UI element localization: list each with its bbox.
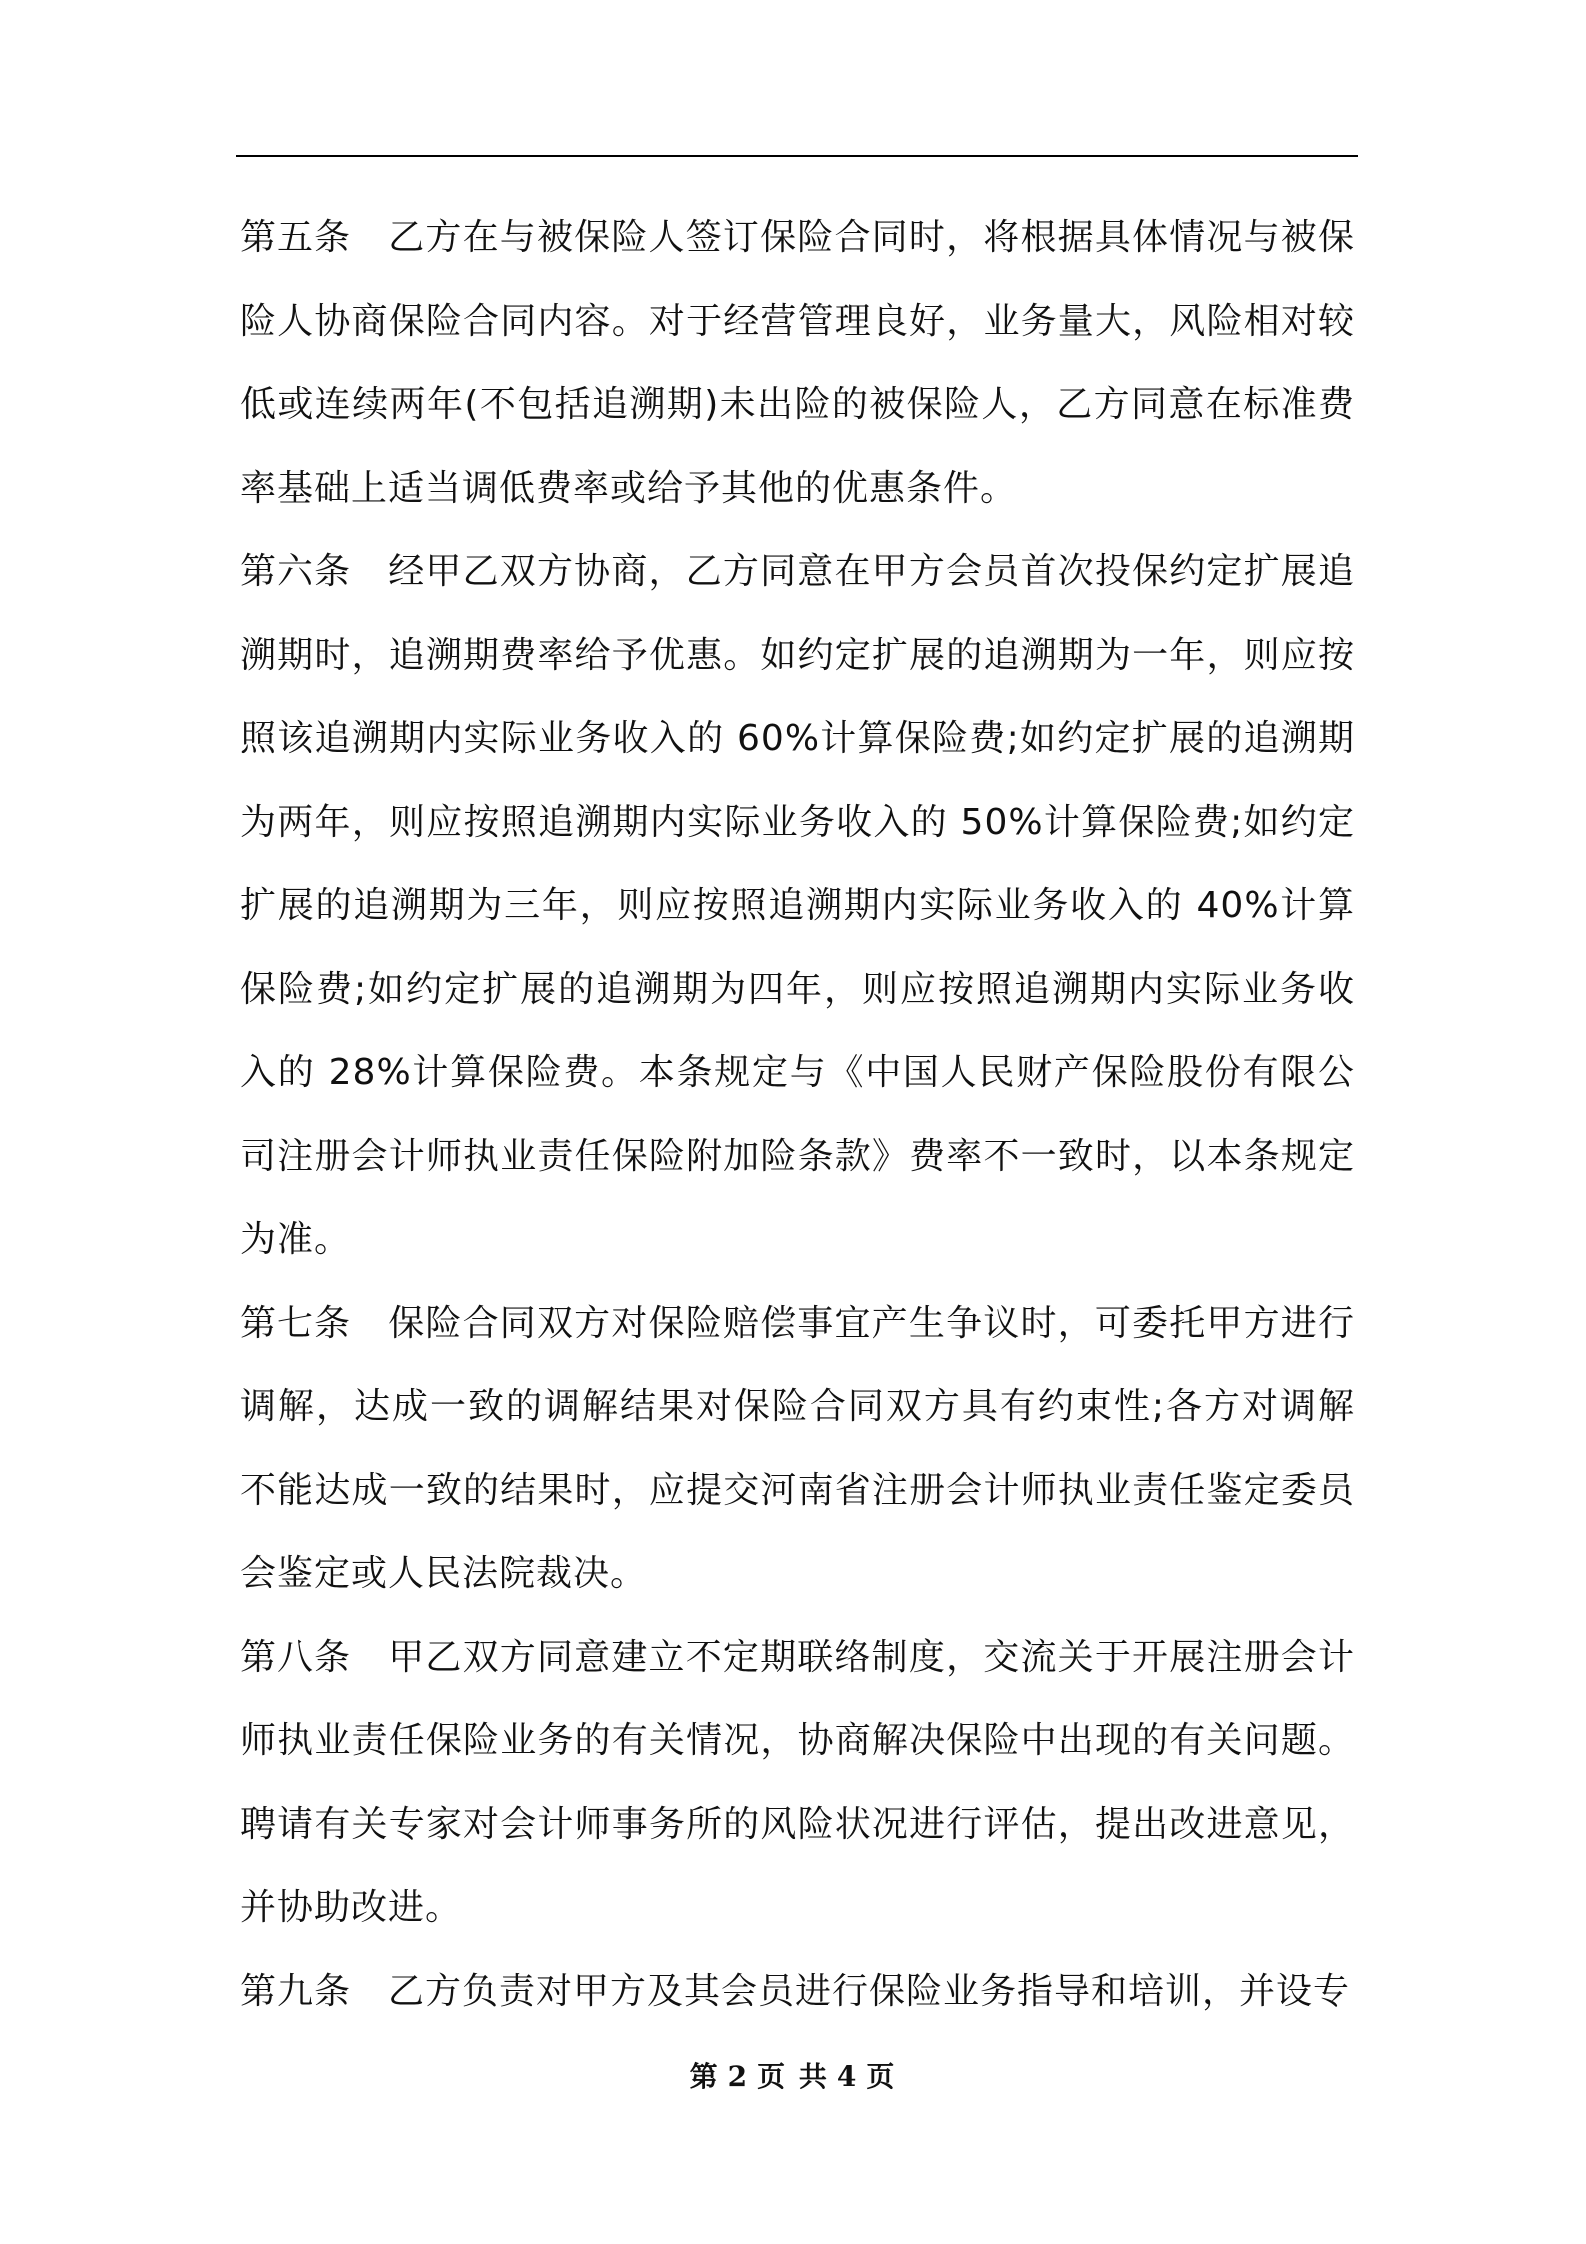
article-text: 乙方在与被保险人签订保险合同时，将根据具体情况与被保险人协商保险合同内容。对于经营管理良好，业务量大，风险相对较低或连续两年(不包括追溯期)未出险的被保险人，乙方同意在标准费率基础上适当调低费率或给予其他的优惠条件。 — [240, 217, 1355, 509]
article-text: 乙方负责对甲方及其会员进行保险业务指导和培训，并设专 — [388, 1970, 1351, 2012]
article-text: 保险合同双方对保险赔偿事宜产生争议时，可委托甲方进行调解，达成一致的调解结果对保险合同双方具有约束性;各方对调解不能达成一致的结果时，应提交河南省注册会计师执业责任鉴定委员会鉴定或人民法院裁决。 — [240, 1302, 1355, 1594]
article-label: 第八条 — [240, 1636, 352, 1678]
document-body — [240, 196, 1355, 2033]
article-5 — [240, 196, 1355, 530]
article-text: 经甲乙双方协商，乙方同意在甲方会员首次投保约定扩展追溯期时，追溯期费率给予优惠。如约定扩展的追溯期为一年，则应按照该追溯期内实际业务收入的 60%计算保险费;如约定扩展的追溯期为两年，则应按照追溯期内实际业务收入的 50%计算保险费;如约定扩展的追溯期为三年，则应按照追溯期内实际业务收入的 40%计算保险费;如约定扩展的追溯期为四年，则应按照追溯期内实际业务收入的 28%计算保险费。本条规定与《中国人民财产保险股份有限公司注册会计师执业责任保险附加险条款》费率不一致时，以本条规定为准。 — [240, 551, 1355, 1260]
total-pages-number: 4 — [836, 2060, 859, 2093]
article-9 — [240, 1950, 1355, 2034]
article-label: 第六条 — [240, 551, 352, 592]
header-rule — [236, 155, 1358, 157]
article-text: 甲乙双方同意建立不定期联络制度，交流关于开展注册会计师执业责任保险业务的有关情况，协商解决保险中出现的有关问题。聘请有关专家对会计师事务所的风险状况进行评估，提出改进意见，并协助改进。 — [240, 1636, 1355, 1928]
article-6 — [240, 530, 1355, 1282]
current-page-number: 2 — [727, 2060, 750, 2093]
article-8 — [240, 1616, 1355, 1950]
page-footer — [0, 2055, 1586, 2095]
article-label: 第七条 — [240, 1302, 352, 1344]
article-label: 第九条 — [240, 1970, 352, 2012]
footer-middle: 页 共 — [757, 2060, 829, 2093]
footer-prefix: 第 — [689, 2060, 720, 2093]
article-label: 第五条 — [240, 217, 352, 258]
footer-suffix: 页 — [866, 2060, 897, 2093]
article-7 — [240, 1282, 1355, 1616]
